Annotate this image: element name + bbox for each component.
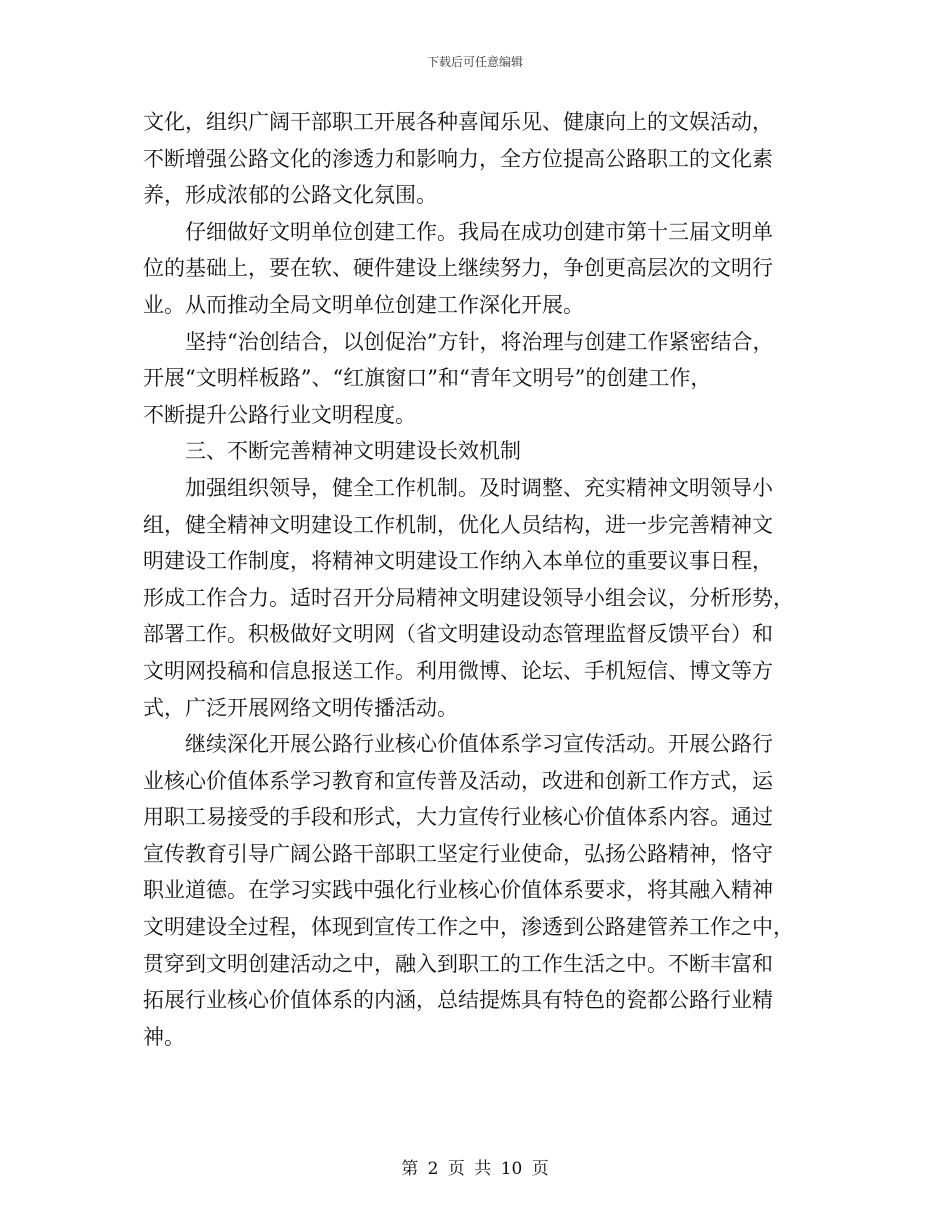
text-line: 加强组织领导，健全工作机制。及时调整、充实精神文明领导小 [185,475,773,500]
text-line: 神。 [143,1024,185,1049]
text-line: 组，健全精神文明建设工作机制，优化人员结构，进一步完善精神文 [143,512,773,537]
text-line: 部署工作。积极做好文明网（省文明建设动态管理监督反馈平台）和 [143,622,773,647]
text-line: 文明建设全过程，体现到宣传工作之中，渗透到公路建管养工作之中， [143,915,794,940]
text-line: 明建设工作制度，将精神文明建设工作纳入本单位的重要议事日程， [143,549,773,574]
text-line: 不断提升公路行业文明程度。 [143,402,416,427]
text-line: 养，形成浓郁的公路文化氛围。 [143,183,437,208]
text-line: 不断增强公路文化的渗透力和影响力，全方位提高公路职工的文化素 [143,146,773,171]
text-line: 用职工易接受的手段和形式，大力宣传行业核心价值体系内容。通过 [143,805,773,830]
text-line: 继续深化开展公路行业核心价值体系学习宣传活动。开展公路行 [185,732,773,757]
text-line: 宣传教育引导广阔公路干部职工坚定行业使命，弘扬公路精神，恪守 [143,841,773,866]
page-header: 下载后可任意编辑 [426,55,523,69]
text-line: 文化，组织广阔干部职工开展各种喜闻乐见、健康向上的文娱活动， [143,110,773,134]
text-line: 仔细做好文明单位创建工作。我局在成功创建市第十三届文明单 [185,219,773,244]
page-number-footer: 第 2 页 共 10 页 [401,1159,549,1179]
document-body [143,104,811,1055]
text-line: 开展“文明样板路”、“红旗窗口”和“青年文明号”的创建工作， [143,366,712,391]
text-line: 贯穿到文明创建活动之中，融入到职工的工作生活之中。不断丰富和 [143,951,773,976]
text-line: 职业道德。在学习实践中强化行业核心价值体系要求，将其融入精神 [143,878,773,903]
text-line: 式，广泛开展网络文明传播活动。 [143,695,458,720]
text-line: 形成工作合力。适时召开分局精神文明建设领导小组会议，分析形势， [143,585,794,610]
text-line: 位的基础上，要在软、硬件建设上继续努力，争创更高层次的文明行 [143,256,773,281]
text-line: 业核心价值体系学习教育和宣传普及活动，改进和创新工作方式，运 [143,768,773,793]
text-line: 三、不断完善精神文明建设长效机制 [185,439,521,464]
text-line: 拓展行业核心价值体系的内涵，总结提炼具有特色的瓷都公路行业精 [143,988,773,1013]
text-line: 文明网投稿和信息报送工作。利用微博、论坛、手机短信、博文等方 [143,658,773,683]
text-line: 坚持“治创结合，以创促治”方针，将治理与创建工作紧密结合， [185,329,774,354]
text-line: 业。从而推动全局文明单位创建工作深化开展。 [143,292,584,317]
